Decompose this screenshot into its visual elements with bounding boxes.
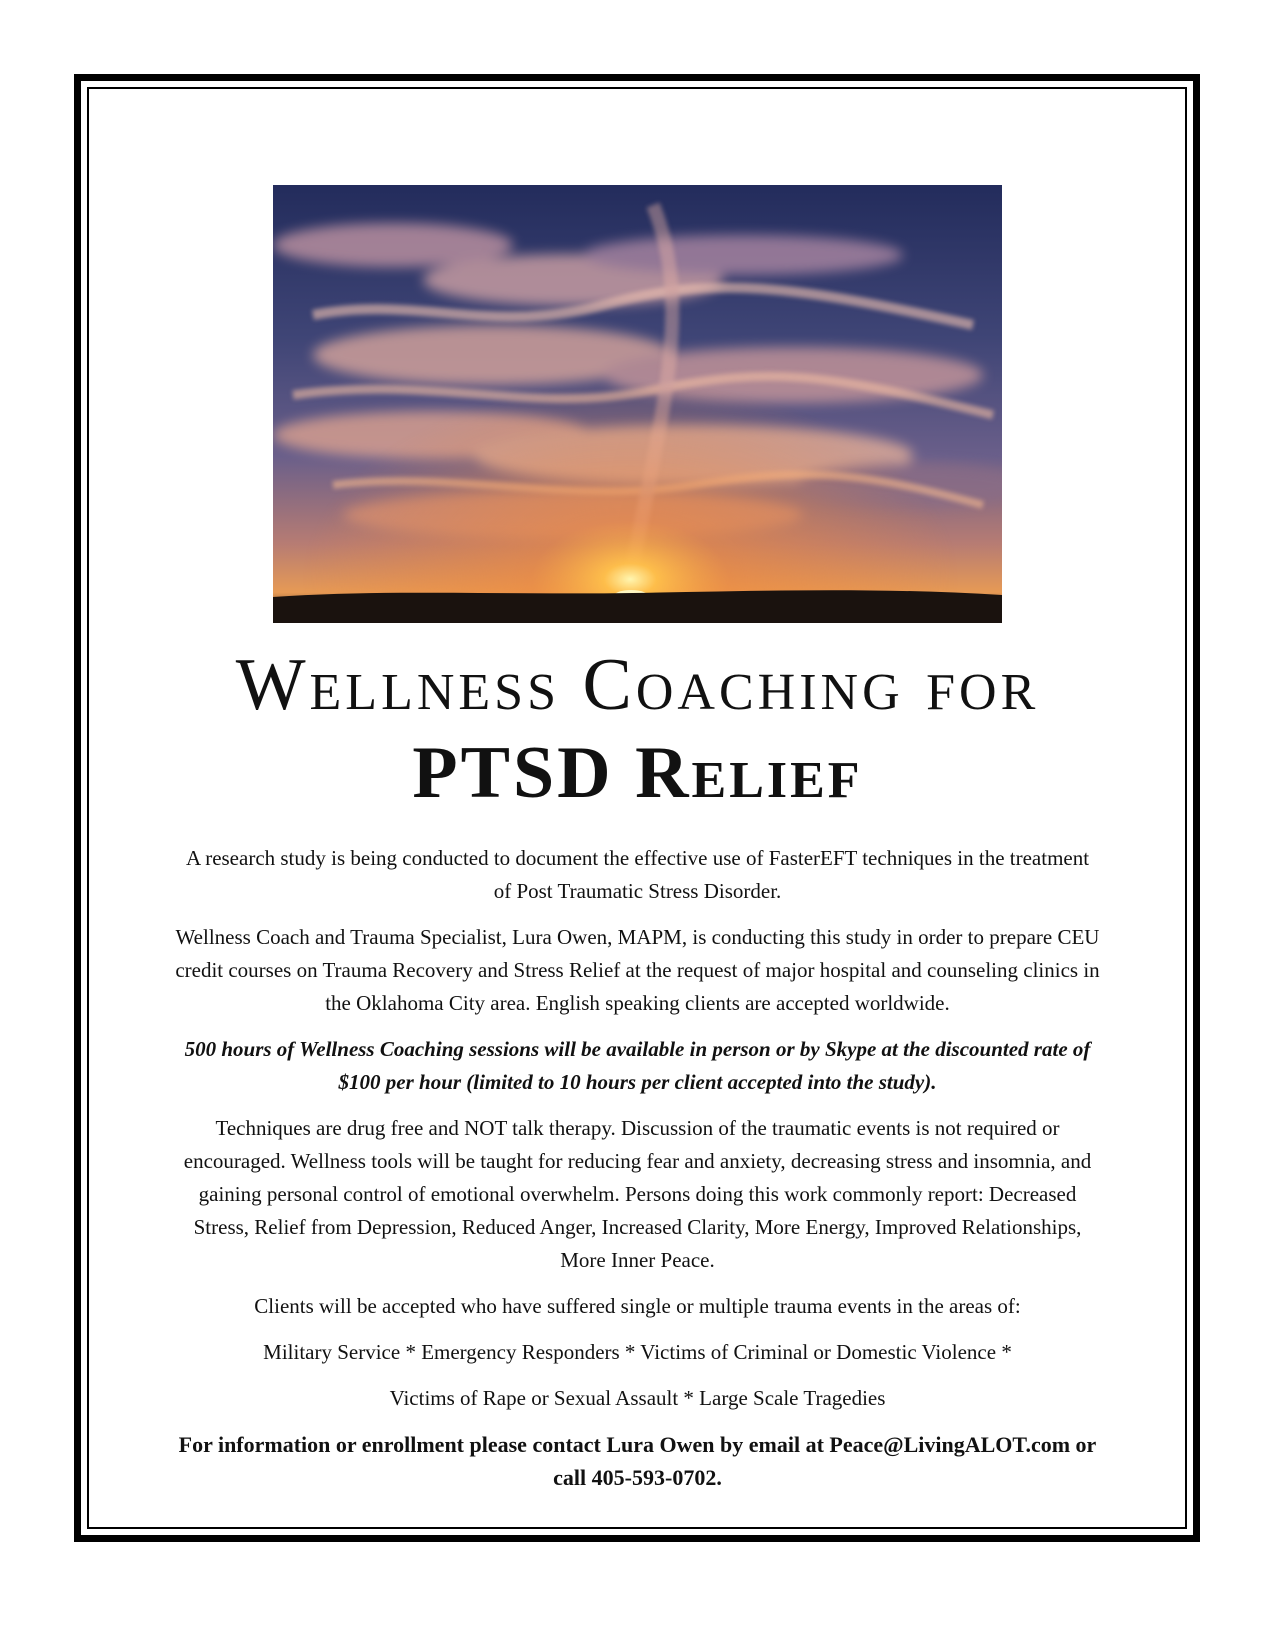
- title-line-1: Wellness Coaching for: [235, 644, 1040, 726]
- coach-paragraph: Wellness Coach and Trauma Specialist, Lura Owen, MAPM, is conducting this study in order to prepare CEU credit courses on Trauma Recovery and Stress Relief at the request of major hospital and counseling clinics in the Oklahoma City area. English speaking clients are accepted worldwide.: [175, 925, 1100, 1015]
- areas-line-1: Military Service * Emergency Responders * Victims of Criminal or Domestic Violence *: [263, 1340, 1012, 1364]
- flyer-title: [100, 644, 1175, 814]
- techniques-paragraph: Techniques are drug free and NOT talk therapy. Discussion of the traumatic events is not required or encouraged. Wellness tools will be taught for reducing fear and anxiety, decreasing stress and insomnia, and gaining personal control of emotional overwhelm. Persons doing this work commonly report: Decreased Stress, Relief from Depression, Reduced Anger, Increased Clarity, More Energy, Improved Relationships, More Inner Peace.: [183, 1116, 1092, 1272]
- offer-paragraph: 500 hours of Wellness Coaching sessions will be available in person or by Skype at the discounted rate of $100 per hour (limited to 10 hours per client accepted into the study).: [184, 1037, 1091, 1094]
- sunset-sky-photo: [273, 185, 1002, 623]
- intro-paragraph: A research study is being conducted to document the effective use of FasterEFT techniques in the treatment of Post Traumatic Stress Disorder.: [185, 846, 1090, 903]
- contact-paragraph: For information or enrollment please contact Lura Owen by email at Peace@LivingALOT.com or call 405-593-0702.: [178, 1432, 1097, 1490]
- flyer-body: [175, 842, 1100, 1507]
- title-line-2: PTSD Relief: [412, 732, 863, 814]
- areas-line-2: Victims of Rape or Sexual Assault * Large Scale Tragedies: [389, 1386, 886, 1410]
- clients-paragraph: Clients will be accepted who have suffered single or multiple trauma events in the areas of:: [254, 1294, 1021, 1318]
